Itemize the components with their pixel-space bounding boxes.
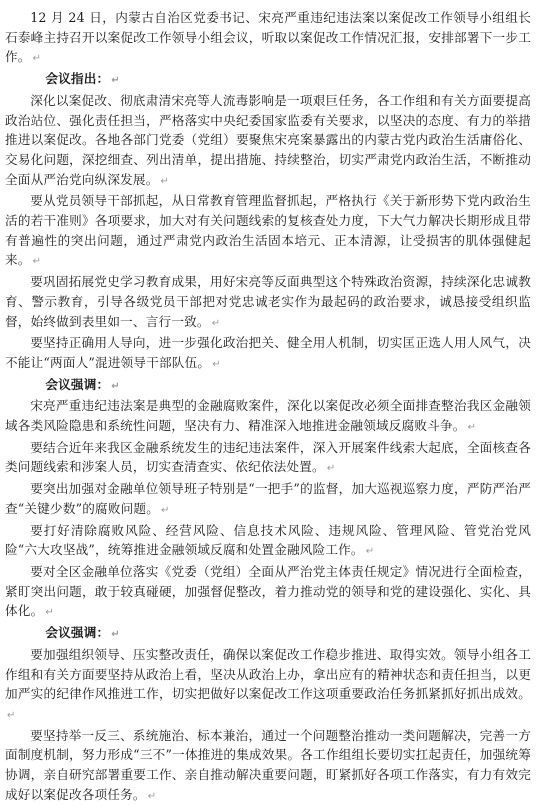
paragraph-text: 要坚持举一反三、系统施治、标本兼治，通过一个问题整治推动一类问题解决，完善一方面制度机制，努力形成“三不”一体推进的集成效果。各工作组组长要切实扛起责任，加强统筹协调，亲自研究部署重要工作、亲自推动解决重要问题，盯紧抓好各项工作落实，有力有效完成好以案促改各项任务。 <box>5 727 531 802</box>
paragraph-mark-icon: ↵ <box>212 358 221 370</box>
paragraph-mark-icon: ↵ <box>111 75 120 87</box>
heading-text: 会议强调： <box>45 376 110 392</box>
section-heading <box>5 623 531 645</box>
heading-text: 会议强调： <box>45 625 110 641</box>
body-paragraph <box>5 396 531 437</box>
body-paragraph <box>5 438 531 479</box>
body-paragraph <box>5 479 531 520</box>
paragraph-text: 要从党员领导干部抓起，从日常教育管理监督抓起，严格执行《关于新形势下党内政治生活的若干准则》各项要求，加大对有关问题线索的复核查处力度，下大气力解决长期形成且带有普遍性的突出问题，通过严肃党内政治生活固本培元、正本清源，让受损害的肌体强健起来。 <box>5 193 531 268</box>
heading-text: 会议指出： <box>45 71 110 87</box>
paragraph-text: 要突出加强对金融单位领导班子特别是“一把手”的监督，加大巡视巡察力度，严防严治严查“关键少数”的腐败问题。 <box>5 481 531 516</box>
body-paragraph <box>5 91 531 192</box>
body-paragraph <box>5 726 531 806</box>
paragraph-text: 宋亮严重违纪违法案是典型的金融腐败案件，深化以案促改必须全面排查整治我区金融领域各类风险隐患和系统性问题，坚决有力、精准深入地推进金融领域反腐败斗争。 <box>5 398 531 434</box>
paragraph-mark-icon: ↵ <box>111 380 120 392</box>
paragraph-mark-icon: ↵ <box>7 709 16 721</box>
paragraph-mark-icon: ↵ <box>161 504 170 516</box>
paragraph-mark-icon: ↵ <box>365 546 375 558</box>
body-paragraph <box>5 645 531 726</box>
body-paragraph <box>5 8 531 69</box>
body-paragraph <box>5 191 531 272</box>
paragraph-mark-icon: ↵ <box>326 463 336 475</box>
body-paragraph <box>5 333 531 374</box>
paragraph-mark-icon: ↵ <box>467 422 477 434</box>
paragraph-text: 要加强组织领导、压实整改责任，确保以案促改工作稳步推进、取得实效。领导小组各工作组和有关方面要坚持从政治上看，坚决从政治上办，拿出应有的精神状态和责任担当，以更加严实的纪律作风推进工作，切实把做好以案促改工作这项重要政治任务抓紧抓好抓出成效。 <box>5 646 531 702</box>
paragraph-mark-icon: ↵ <box>45 607 54 619</box>
paragraph-text: 要打好清除腐败风险、经营风险、信息技术风险、违规风险、管理风险、管党治党风险“六大攻坚战”，统筹推进金融领域反腐和处置金融风险工作。 <box>5 522 531 558</box>
paragraph-mark-icon: ↵ <box>32 53 42 65</box>
section-heading <box>5 69 531 91</box>
paragraph-text: 要结合近年来我区金融系统发生的违纪违法案件，深入开展案件线索大起底，全面核查各类问题线索和涉案人员，切实查清查实、依纪依法处置。 <box>5 439 531 475</box>
paragraph-mark-icon: ↵ <box>147 790 157 802</box>
paragraph-mark-icon: ↵ <box>211 317 221 329</box>
body-paragraph <box>5 272 531 333</box>
paragraph-mark-icon: ↵ <box>32 256 42 268</box>
paragraph-text: 深化以案促改、彻底肃清宋亮等人流毒影响是一项艰巨任务，各工作组和有关方面要提高政治站位、强化责任担当，严格落实中央纪委国家监委有关要求，以坚决的态度、有力的举措推进以案促改。各地各部门党委（党组）要聚焦宋亮案暴露出的内蒙古党内政治生活庸俗化、交易化问题，深挖细查、列出清单，提出措施、持续整治，切实严肃党内政治生活，不断推动全面从严治党向纵深发展。 <box>5 92 531 187</box>
paragraph-text: 要坚持正确用人导向，进一步强化政治把关、健全用人机制，切实匡正选人用人风气，决不能让“两面人”混进领导干部队伍。 <box>5 335 531 370</box>
paragraph-text: 要巩固拓展党史学习教育成果，用好宋亮等反面典型这个特殊政治资源，持续深化忠诚教育、警示教育，引导各级党员干部把对党忠诚老实作为最起码的政治要求，诚恳接受组织监督，始终做到表里如一、言行一致。 <box>5 274 531 329</box>
paragraph-mark-icon: ↵ <box>111 629 120 641</box>
paragraph-text: 要对全区金融单位落实《党委（党组）全面从严治党主体责任规定》情况进行全面检查，紧盯突出问题，敢于较真碰硬，加强督促整改，着力推动党的领导和党的建设强化、实化、具体化。 <box>5 563 531 619</box>
body-paragraph <box>5 521 531 562</box>
section-heading <box>5 375 531 397</box>
paragraph-mark-icon: ↵ <box>160 175 170 187</box>
body-paragraph <box>5 562 531 623</box>
paragraph-text: 12 月 24 日，内蒙古自治区党委书记、宋亮严重违纪违法案以案促改工作领导小组组长石泰峰主持召开以案促改工作领导小组会议，听取以案促改工作情况汇报，安排部署下一步工作。 <box>5 10 531 65</box>
